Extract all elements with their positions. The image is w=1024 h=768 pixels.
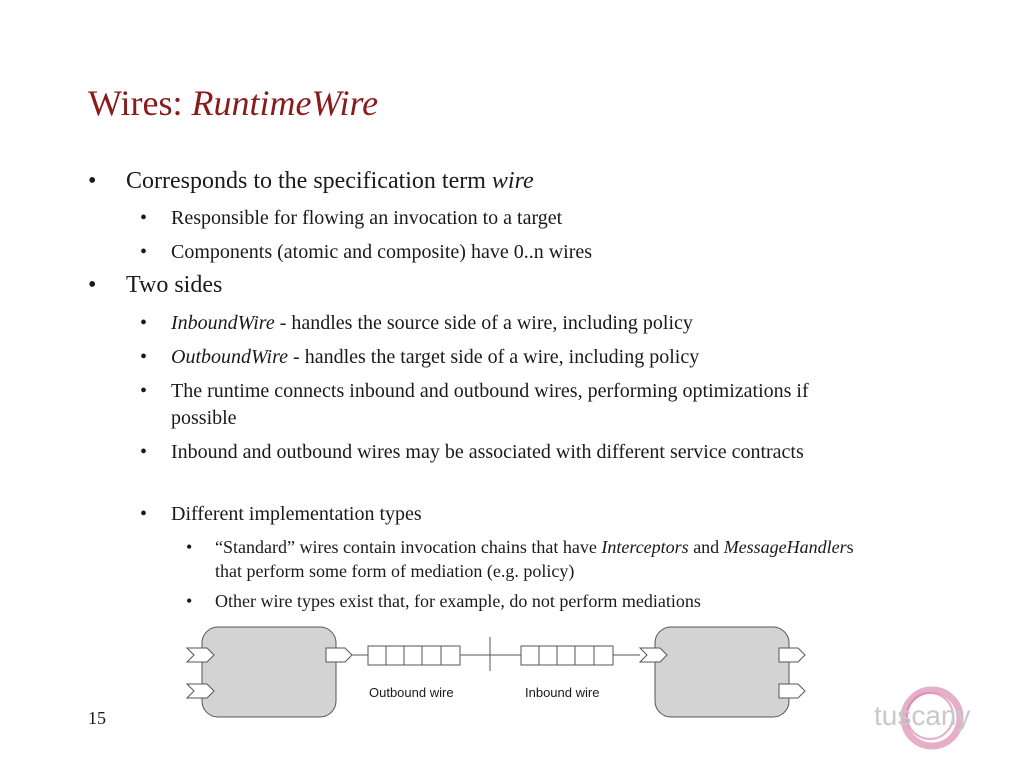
source-component-box <box>202 627 336 717</box>
bullet-italic-term: wire <box>491 168 534 194</box>
reference-port-icon <box>779 684 805 698</box>
inbound-chain-box <box>521 646 613 665</box>
bullet-text: s that perform some form of mediation (e.g. policy) <box>215 537 854 581</box>
bullet-text: The runtime connects inbound and outbound wires, performing optimizations if possible <box>171 380 809 429</box>
bullet-italic-term: Interceptors <box>601 537 689 557</box>
bullet-text: Components (atomic and composite) have 0..n wires <box>171 241 593 263</box>
bullet-dot: • <box>186 537 193 557</box>
bullet-dot: • <box>88 168 97 194</box>
slide-title-italic: RuntimeWire <box>191 83 379 123</box>
bullet-text: - handles the source side of a wire, including policy <box>274 312 693 334</box>
outbound-wire-label: Outbound wire <box>369 685 454 700</box>
inbound-chain <box>521 646 613 665</box>
reference-port-icon <box>326 648 352 662</box>
bullet-italic-term: OutboundWire <box>171 346 289 368</box>
outbound-chain <box>368 646 460 665</box>
bullet-dot: • <box>88 272 97 298</box>
bullet-dot: • <box>140 380 148 402</box>
bullet-text: Two sides <box>126 272 223 298</box>
bullet-text: - handles the target side of a wire, including policy <box>288 346 700 368</box>
slide-title-plain: Wires: <box>88 83 192 123</box>
bullet-text: Different implementation types <box>171 503 422 525</box>
bullet-text: Responsible for flowing an invocation to a target <box>171 207 563 229</box>
bullet-dot: • <box>186 591 193 611</box>
bullet-dot: • <box>140 441 148 463</box>
bullet-text: Inbound and outbound wires may be associated with different service contracts <box>171 441 804 463</box>
bullet-italic-term: InboundWire <box>171 312 275 334</box>
bullet-dot: • <box>140 312 148 334</box>
bullet-dot: • <box>140 207 148 229</box>
outbound-chain-box <box>368 646 460 665</box>
bullet-text: Other wire types exist that, for example, do not perform mediations <box>215 591 701 611</box>
bullet-text: Corresponds to the specification term <box>126 168 492 194</box>
bullet-dot: • <box>140 241 148 263</box>
reference-port-icon <box>779 648 805 662</box>
inbound-wire-label: Inbound wire <box>525 685 600 700</box>
bullet-dot: • <box>140 503 148 525</box>
bullet-dot: • <box>140 346 148 368</box>
bullet-italic-term: MessageHandler <box>723 537 847 557</box>
page-number: 15 <box>88 708 106 728</box>
target-component-box <box>655 627 789 717</box>
tuscany-logo-text: tuscany <box>874 700 971 731</box>
bullet-text: “Standard” wires contain invocation chains that have <box>215 537 602 557</box>
bullet-text: and <box>688 537 724 557</box>
